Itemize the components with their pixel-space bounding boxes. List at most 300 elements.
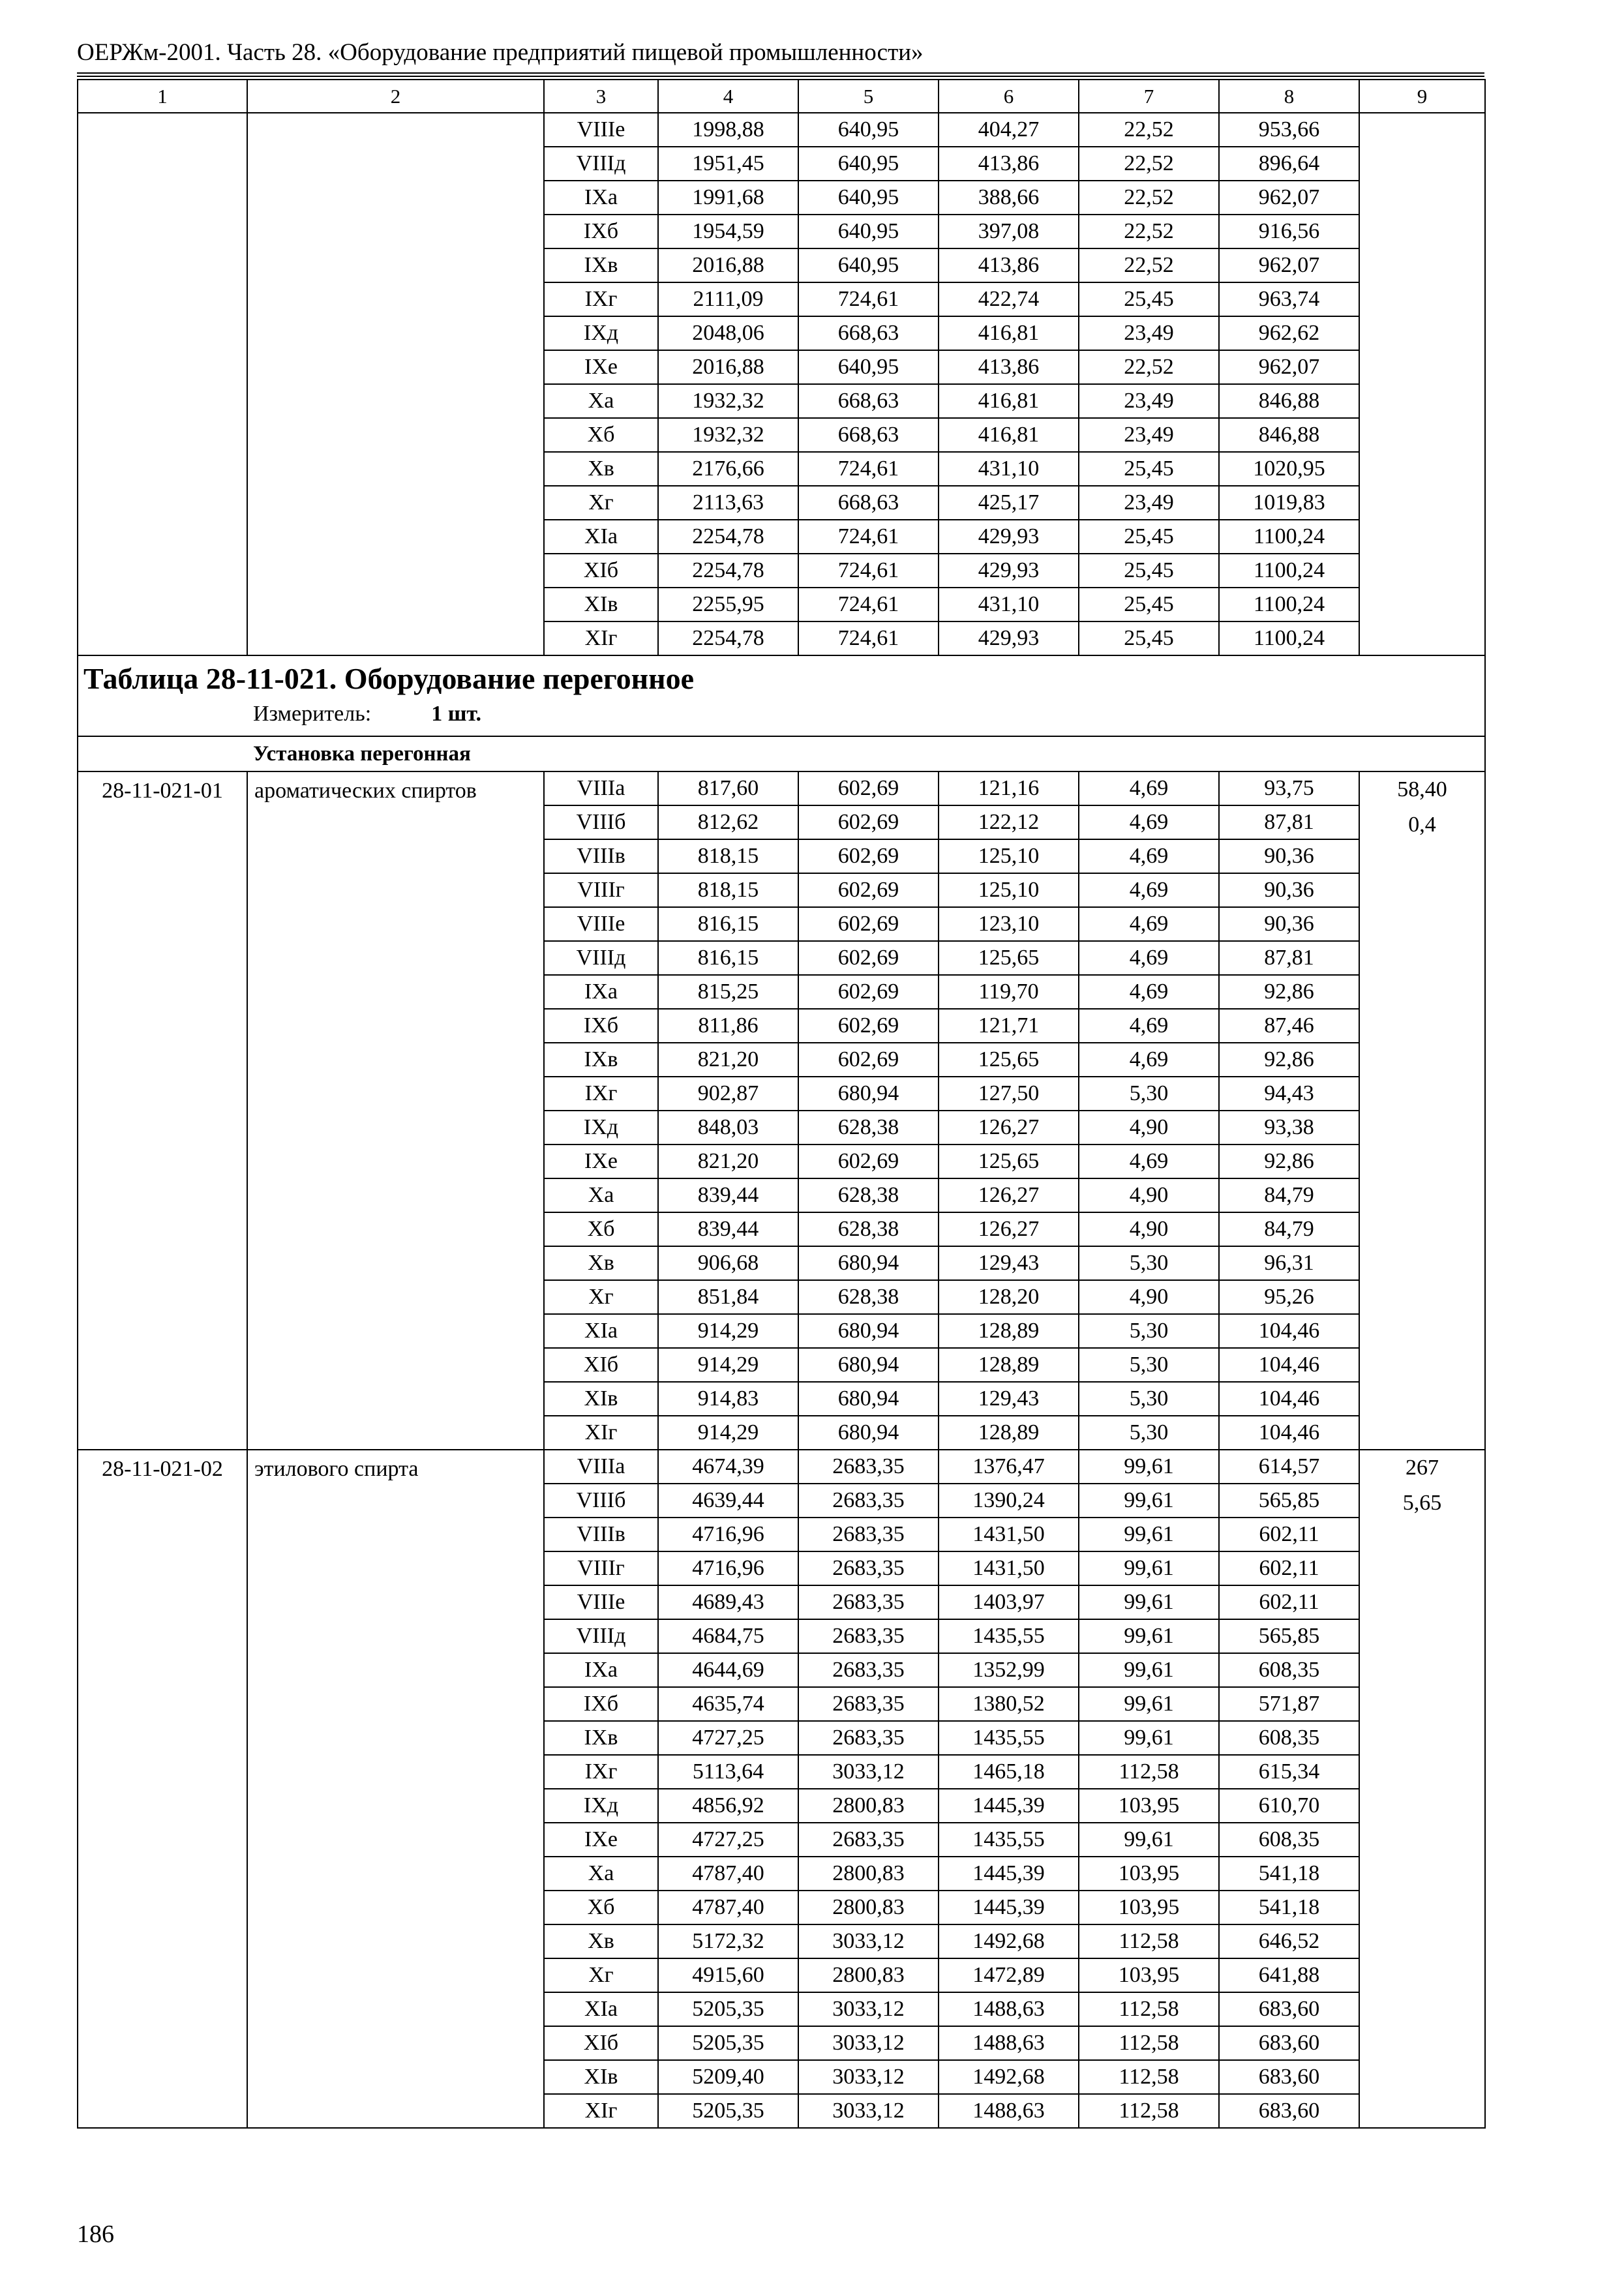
price-zone-cell: XIв	[544, 2060, 658, 2094]
value-cell: 615,34	[1219, 1755, 1359, 1789]
price-zone-cell: IXб	[544, 1009, 658, 1043]
value-cell: 416,81	[939, 316, 1079, 350]
value-cell: 5209,40	[658, 2060, 798, 2094]
value-cell: 4787,40	[658, 1857, 798, 1891]
value-cell: 628,38	[798, 1111, 939, 1144]
value-cell: 429,93	[939, 554, 1079, 588]
value-cell: 1488,63	[939, 2026, 1079, 2060]
value-cell: 1998,88	[658, 113, 798, 147]
value-cell: 846,88	[1219, 384, 1359, 418]
price-zone-cell: IXг	[544, 1755, 658, 1789]
value-cell: 5,30	[1079, 1077, 1219, 1111]
value-cell: 99,61	[1079, 1551, 1219, 1585]
value-cell: 4,90	[1079, 1212, 1219, 1246]
value-cell: 5113,64	[658, 1755, 798, 1789]
price-zone-cell: VIIIе	[544, 1585, 658, 1619]
value-cell: 3033,12	[798, 2026, 939, 2060]
price-zone-cell: Xа	[544, 1857, 658, 1891]
value-cell: 5,30	[1079, 1348, 1219, 1382]
value-cell: 103,95	[1079, 1789, 1219, 1823]
value-cell: 125,65	[939, 941, 1079, 975]
price-zone-cell: VIIIа	[544, 771, 658, 805]
page-number: 186	[77, 2221, 114, 2248]
value-cell: 416,81	[939, 418, 1079, 452]
value-cell: 2113,63	[658, 486, 798, 520]
value-cell: 628,38	[798, 1280, 939, 1314]
value-cell: 680,94	[798, 1416, 939, 1450]
value-cell: 565,85	[1219, 1619, 1359, 1653]
price-zone-cell: Xг	[544, 486, 658, 520]
value-cell: 3033,12	[798, 1924, 939, 1958]
value-cell: 5172,32	[658, 1924, 798, 1958]
value-cell: 2683,35	[798, 1551, 939, 1585]
value-cell: 1951,45	[658, 147, 798, 181]
value-cell: 5205,35	[658, 2094, 798, 2128]
value-cell: 90,36	[1219, 839, 1359, 873]
rates-table	[77, 79, 1486, 2129]
value-cell: 1100,24	[1219, 520, 1359, 554]
value-cell: 1465,18	[939, 1755, 1079, 1789]
value-cell: 5205,35	[658, 2026, 798, 2060]
price-zone-cell: VIIIе	[544, 907, 658, 941]
price-zone-cell: IXв	[544, 1721, 658, 1755]
price-zone-cell: XIв	[544, 588, 658, 621]
value-cell: 103,95	[1079, 1958, 1219, 1992]
value-cell: 1376,47	[939, 1450, 1079, 1484]
price-zone-cell: Xа	[544, 1178, 658, 1212]
price-zone-cell: XIв	[544, 1382, 658, 1416]
value-cell: 25,45	[1079, 520, 1219, 554]
value-cell: 1492,68	[939, 1924, 1079, 1958]
value-cell: 2800,83	[798, 1789, 939, 1823]
value-cell: 1100,24	[1219, 621, 1359, 655]
value-cell: 126,27	[939, 1212, 1079, 1246]
table-title-row	[78, 655, 1485, 736]
value-cell: 103,95	[1079, 1891, 1219, 1924]
value-cell: 914,29	[658, 1416, 798, 1450]
value-cell: 95,26	[1219, 1280, 1359, 1314]
value-cell: 4,69	[1079, 1043, 1219, 1077]
value-cell: 112,58	[1079, 1755, 1219, 1789]
value-cell: 896,64	[1219, 147, 1359, 181]
value-cell: 628,38	[798, 1178, 939, 1212]
price-zone-cell: VIIIб	[544, 1484, 658, 1518]
value-cell: 2048,06	[658, 316, 798, 350]
value-cell: 816,15	[658, 941, 798, 975]
value-cell: 610,70	[1219, 1789, 1359, 1823]
value-cell: 1352,99	[939, 1653, 1079, 1687]
value-cell: 4644,69	[658, 1653, 798, 1687]
subheading: Установка перегонная	[78, 736, 1485, 771]
value-cell: 112,58	[1079, 2094, 1219, 2128]
price-zone-cell: IXв	[544, 1043, 658, 1077]
value-cell: 22,52	[1079, 215, 1219, 248]
value-cell: 962,07	[1219, 248, 1359, 282]
value-cell: 22,52	[1079, 147, 1219, 181]
value-cell: 23,49	[1079, 486, 1219, 520]
value-cell: 1403,97	[939, 1585, 1079, 1619]
value-cell: 126,27	[939, 1111, 1079, 1144]
price-zone-cell: IXд	[544, 1111, 658, 1144]
value-cell: 5,30	[1079, 1246, 1219, 1280]
value-cell: 565,85	[1219, 1484, 1359, 1518]
value-cell: 5,30	[1079, 1382, 1219, 1416]
unit-label: Измеритель:	[253, 702, 372, 726]
value-cell: 1435,55	[939, 1823, 1079, 1857]
value-cell: 125,10	[939, 873, 1079, 907]
price-zone-cell: IXб	[544, 215, 658, 248]
value-cell: 2255,95	[658, 588, 798, 621]
value-cell: 906,68	[658, 1246, 798, 1280]
value-cell: 1954,59	[658, 215, 798, 248]
value-cell: 851,84	[658, 1280, 798, 1314]
price-zone-cell: Xв	[544, 1924, 658, 1958]
value-cell: 2016,88	[658, 248, 798, 282]
value-cell: 640,95	[798, 181, 939, 215]
price-zone-cell: Xа	[544, 384, 658, 418]
price-zone-cell: VIIIд	[544, 1619, 658, 1653]
value-cell: 680,94	[798, 1348, 939, 1382]
value-cell: 640,95	[798, 147, 939, 181]
value-cell: 25,45	[1079, 621, 1219, 655]
value-cell: 608,35	[1219, 1653, 1359, 1687]
value-cell: 602,69	[798, 941, 939, 975]
value-cell: 4856,92	[658, 1789, 798, 1823]
value-cell: 413,86	[939, 248, 1079, 282]
value-cell: 121,16	[939, 771, 1079, 805]
value-cell: 962,07	[1219, 350, 1359, 384]
value-cell: 2683,35	[798, 1450, 939, 1484]
value-cell: 608,35	[1219, 1823, 1359, 1857]
value-cell: 3033,12	[798, 2060, 939, 2094]
value-cell: 602,11	[1219, 1585, 1359, 1619]
value-cell: 404,27	[939, 113, 1079, 147]
value-cell: 2176,66	[658, 452, 798, 486]
value-cell: 99,61	[1079, 1823, 1219, 1857]
value-cell: 4787,40	[658, 1891, 798, 1924]
value-cell: 683,60	[1219, 2060, 1359, 2094]
price-zone-cell: XIа	[544, 1314, 658, 1348]
price-zone-cell: XIб	[544, 554, 658, 588]
price-zone-cell: VIIIд	[544, 941, 658, 975]
price-zone-cell: IXд	[544, 316, 658, 350]
value-cell: 23,49	[1079, 316, 1219, 350]
value-cell: 99,61	[1079, 1687, 1219, 1721]
value-cell: 129,43	[939, 1246, 1079, 1280]
price-zone-cell: VIIIе	[544, 113, 658, 147]
value-cell: 640,95	[798, 248, 939, 282]
machinist-value: 5,65	[1402, 1491, 1442, 1515]
column-number: 9	[1359, 80, 1485, 113]
value-cell: 4,90	[1079, 1178, 1219, 1212]
price-zone-cell: IXа	[544, 181, 658, 215]
price-zone-cell: VIIIб	[544, 805, 658, 839]
value-cell: 4727,25	[658, 1721, 798, 1755]
column-number: 4	[658, 80, 798, 113]
value-cell: 25,45	[1079, 554, 1219, 588]
subheading-row	[78, 736, 1485, 771]
value-cell: 128,89	[939, 1416, 1079, 1450]
value-cell: 2683,35	[798, 1653, 939, 1687]
value-cell: 4716,96	[658, 1551, 798, 1585]
value-cell: 602,69	[798, 839, 939, 873]
value-cell: 724,61	[798, 554, 939, 588]
table-title: Таблица 28-11-021. Оборудование перегонное	[83, 662, 695, 695]
value-cell: 4,69	[1079, 907, 1219, 941]
price-zone-cell: XIг	[544, 2094, 658, 2128]
value-cell: 99,61	[1079, 1653, 1219, 1687]
value-cell: 1020,95	[1219, 452, 1359, 486]
value-cell: 87,81	[1219, 941, 1359, 975]
value-cell: 1472,89	[939, 1958, 1079, 1992]
price-zone-cell: VIIIг	[544, 873, 658, 907]
value-cell: 388,66	[939, 181, 1079, 215]
price-zone-cell: Xб	[544, 1891, 658, 1924]
value-cell: 4,69	[1079, 805, 1219, 839]
value-cell: 724,61	[798, 452, 939, 486]
value-cell: 4915,60	[658, 1958, 798, 1992]
value-cell: 93,75	[1219, 771, 1359, 805]
value-cell: 25,45	[1079, 452, 1219, 486]
price-zone-cell: XIб	[544, 1348, 658, 1382]
value-cell: 821,20	[658, 1043, 798, 1077]
price-zone-cell: Xв	[544, 1246, 658, 1280]
value-cell: 963,74	[1219, 282, 1359, 316]
col9-cell	[1359, 771, 1485, 1450]
value-cell: 4,69	[1079, 975, 1219, 1009]
value-cell: 1100,24	[1219, 554, 1359, 588]
value-cell: 724,61	[798, 621, 939, 655]
value-cell: 2111,09	[658, 282, 798, 316]
value-cell: 23,49	[1079, 418, 1219, 452]
value-cell: 680,94	[798, 1246, 939, 1280]
value-cell: 1445,39	[939, 1789, 1079, 1823]
value-cell: 2683,35	[798, 1721, 939, 1755]
price-zone-cell: VIIIд	[544, 147, 658, 181]
value-cell: 680,94	[798, 1314, 939, 1348]
item-name: ароматических спиртов	[247, 771, 544, 1450]
value-cell: 4,90	[1079, 1111, 1219, 1144]
value-cell: 724,61	[798, 282, 939, 316]
value-cell: 821,20	[658, 1144, 798, 1178]
value-cell: 4674,39	[658, 1450, 798, 1484]
document-header: ОЕРЖм-2001. Часть 28. «Оборудование предприятий пищевой промышленности»	[77, 39, 924, 66]
value-cell: 84,79	[1219, 1178, 1359, 1212]
value-cell: 2254,78	[658, 520, 798, 554]
value-cell: 668,63	[798, 384, 939, 418]
unit-line	[253, 703, 1484, 725]
labor-value: 267	[1406, 1456, 1439, 1480]
value-cell: 125,10	[939, 839, 1079, 873]
value-cell: 602,69	[798, 975, 939, 1009]
value-cell: 2800,83	[798, 1958, 939, 1992]
unit-value: 1 шт.	[431, 702, 482, 726]
value-cell: 416,81	[939, 384, 1079, 418]
column-number: 7	[1079, 80, 1219, 113]
value-cell: 99,61	[1079, 1721, 1219, 1755]
price-zone-cell: IXв	[544, 248, 658, 282]
value-cell: 431,10	[939, 452, 1079, 486]
value-cell: 602,11	[1219, 1518, 1359, 1551]
value-cell: 646,52	[1219, 1924, 1359, 1958]
value-cell: 2800,83	[798, 1891, 939, 1924]
value-cell: 815,25	[658, 975, 798, 1009]
value-cell: 94,43	[1219, 1077, 1359, 1111]
value-cell: 127,50	[939, 1077, 1079, 1111]
item-code: 28-11-021-01	[78, 771, 247, 1450]
value-cell: 123,10	[939, 907, 1079, 941]
value-cell: 22,52	[1079, 181, 1219, 215]
value-cell: 104,46	[1219, 1314, 1359, 1348]
price-zone-cell: Xг	[544, 1280, 658, 1314]
value-cell: 431,10	[939, 588, 1079, 621]
value-cell: 112,58	[1079, 1924, 1219, 1958]
value-cell: 2683,35	[798, 1823, 939, 1857]
price-zone-cell: XIб	[544, 2026, 658, 2060]
value-cell: 99,61	[1079, 1484, 1219, 1518]
value-cell: 25,45	[1079, 588, 1219, 621]
value-cell: 602,69	[798, 1144, 939, 1178]
value-cell: 818,15	[658, 873, 798, 907]
value-cell: 104,46	[1219, 1416, 1359, 1450]
value-cell: 614,57	[1219, 1450, 1359, 1484]
value-cell: 4635,74	[658, 1687, 798, 1721]
value-cell: 1390,24	[939, 1484, 1079, 1518]
value-cell: 839,44	[658, 1212, 798, 1246]
value-cell: 1380,52	[939, 1687, 1079, 1721]
value-cell: 1488,63	[939, 1992, 1079, 2026]
value-cell: 3033,12	[798, 1755, 939, 1789]
price-zone-cell: Xб	[544, 1212, 658, 1246]
value-cell: 846,88	[1219, 418, 1359, 452]
value-cell: 680,94	[798, 1077, 939, 1111]
price-zone-cell: Xв	[544, 452, 658, 486]
value-cell: 602,11	[1219, 1551, 1359, 1585]
value-cell: 683,60	[1219, 1992, 1359, 2026]
value-cell: 90,36	[1219, 873, 1359, 907]
value-cell: 122,12	[939, 805, 1079, 839]
value-cell: 640,95	[798, 113, 939, 147]
value-cell: 916,56	[1219, 215, 1359, 248]
price-zone-cell: XIг	[544, 1416, 658, 1450]
value-cell: 99,61	[1079, 1518, 1219, 1551]
value-cell: 1445,39	[939, 1891, 1079, 1924]
value-cell: 1932,32	[658, 418, 798, 452]
price-zone-cell: XIг	[544, 621, 658, 655]
value-cell: 902,87	[658, 1077, 798, 1111]
value-cell: 413,86	[939, 147, 1079, 181]
value-cell: 628,38	[798, 1212, 939, 1246]
price-zone-cell: Xб	[544, 418, 658, 452]
value-cell: 99,61	[1079, 1619, 1219, 1653]
value-cell: 914,29	[658, 1314, 798, 1348]
value-cell: 839,44	[658, 1178, 798, 1212]
column-number: 3	[544, 80, 658, 113]
value-cell: 3033,12	[798, 2094, 939, 2128]
value-cell: 104,46	[1219, 1382, 1359, 1416]
price-zone-cell: VIIIа	[544, 1450, 658, 1484]
value-cell: 816,15	[658, 907, 798, 941]
value-cell: 125,65	[939, 1043, 1079, 1077]
value-cell: 422,74	[939, 282, 1079, 316]
value-cell: 1492,68	[939, 2060, 1079, 2094]
value-cell: 2683,35	[798, 1518, 939, 1551]
value-cell: 4,90	[1079, 1280, 1219, 1314]
value-cell: 724,61	[798, 520, 939, 554]
value-cell: 4,69	[1079, 1009, 1219, 1043]
table-row	[78, 771, 1485, 805]
column-number: 2	[247, 80, 544, 113]
value-cell: 5205,35	[658, 1992, 798, 2026]
value-cell: 818,15	[658, 839, 798, 873]
value-cell: 2254,78	[658, 621, 798, 655]
table-row	[78, 113, 1485, 147]
value-cell: 1019,83	[1219, 486, 1359, 520]
price-zone-cell: XIа	[544, 1992, 658, 2026]
value-cell: 2254,78	[658, 554, 798, 588]
col9-cell	[1359, 113, 1485, 655]
value-cell: 817,60	[658, 771, 798, 805]
value-cell: 23,49	[1079, 384, 1219, 418]
value-cell: 128,89	[939, 1348, 1079, 1382]
value-cell: 128,89	[939, 1314, 1079, 1348]
value-cell: 811,86	[658, 1009, 798, 1043]
value-cell: 112,58	[1079, 2026, 1219, 2060]
column-number: 8	[1219, 80, 1359, 113]
column-number: 1	[78, 80, 247, 113]
value-cell: 683,60	[1219, 2026, 1359, 2060]
value-cell: 22,52	[1079, 350, 1219, 384]
value-cell: 541,18	[1219, 1891, 1359, 1924]
value-cell: 1100,24	[1219, 588, 1359, 621]
price-zone-cell: IXе	[544, 1144, 658, 1178]
value-cell: 683,60	[1219, 2094, 1359, 2128]
value-cell: 1991,68	[658, 181, 798, 215]
value-cell: 4,69	[1079, 941, 1219, 975]
labor-value: 58,40	[1397, 777, 1447, 801]
value-cell: 4689,43	[658, 1585, 798, 1619]
price-zone-cell: IXа	[544, 975, 658, 1009]
value-cell: 914,29	[658, 1348, 798, 1382]
value-cell: 640,95	[798, 350, 939, 384]
value-cell: 3033,12	[798, 1992, 939, 2026]
value-cell: 641,88	[1219, 1958, 1359, 1992]
value-cell: 2016,88	[658, 350, 798, 384]
value-cell: 103,95	[1079, 1857, 1219, 1891]
value-cell: 2683,35	[798, 1619, 939, 1653]
value-cell: 99,61	[1079, 1450, 1219, 1484]
machinist-value: 0,4	[1408, 813, 1436, 837]
price-zone-cell: XIа	[544, 520, 658, 554]
value-cell: 22,52	[1079, 113, 1219, 147]
value-cell: 962,62	[1219, 316, 1359, 350]
value-cell: 5,30	[1079, 1314, 1219, 1348]
value-cell: 608,35	[1219, 1721, 1359, 1755]
price-zone-cell: Xг	[544, 1958, 658, 1992]
price-zone-cell: IXг	[544, 1077, 658, 1111]
value-cell: 4,69	[1079, 771, 1219, 805]
value-cell: 119,70	[939, 975, 1079, 1009]
value-cell: 4,69	[1079, 839, 1219, 873]
value-cell: 125,65	[939, 1144, 1079, 1178]
value-cell: 680,94	[798, 1382, 939, 1416]
value-cell: 90,36	[1219, 907, 1359, 941]
value-cell: 128,20	[939, 1280, 1079, 1314]
value-cell: 2683,35	[798, 1585, 939, 1619]
value-cell: 4727,25	[658, 1823, 798, 1857]
value-cell: 640,95	[798, 215, 939, 248]
value-cell: 962,07	[1219, 181, 1359, 215]
